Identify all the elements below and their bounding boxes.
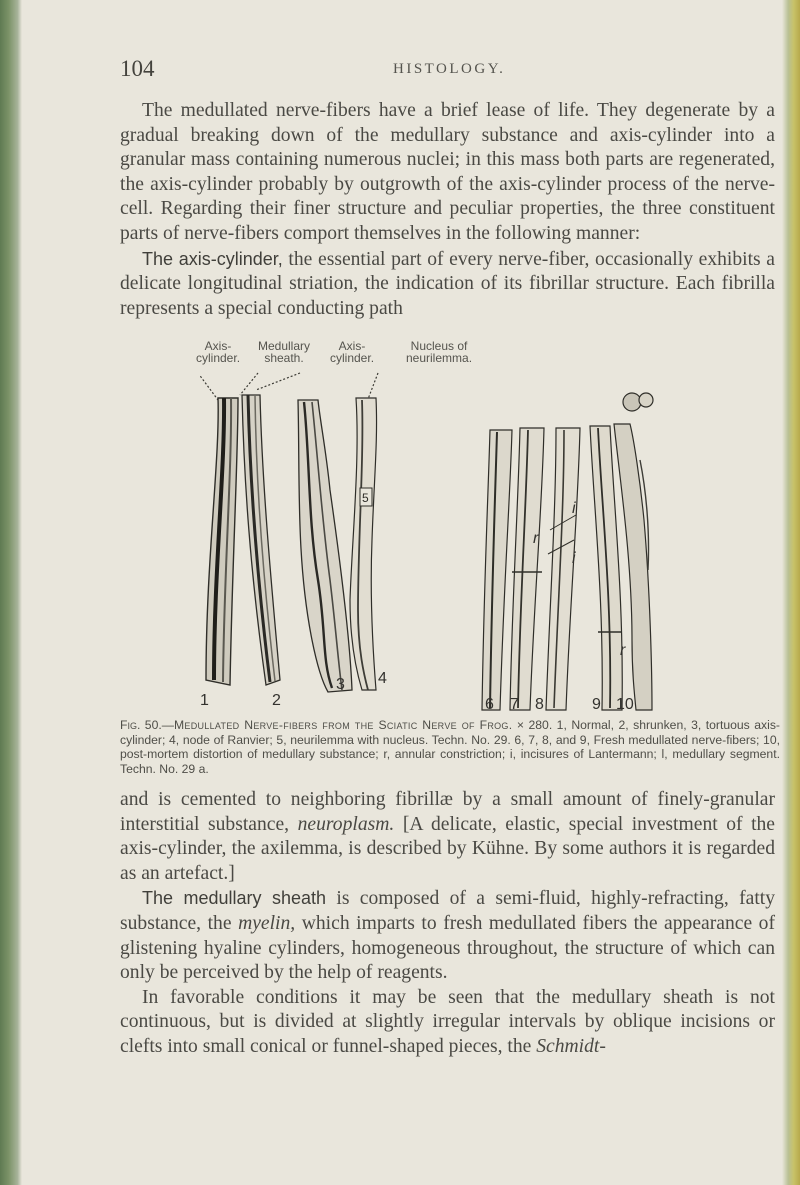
node-label-5: 5 <box>362 491 369 505</box>
label-i-upper: i <box>572 500 576 517</box>
fiber-number-2: 2 <box>272 692 281 709</box>
fiber-8-fresh <box>546 428 580 710</box>
book-binding-right-edge <box>782 0 800 1185</box>
caption-title: Medullated Nerve-fibers from the Sciatic Nerve of Frog. <box>173 718 513 732</box>
fiber-4-5-node-neurilemma <box>350 398 377 690</box>
nerve-fiber-illustration <box>200 340 720 718</box>
label-medullary-sheath: Medullary sheath. <box>258 339 311 365</box>
fiber-number-3: 3 <box>336 676 345 693</box>
label-axis-cylinder-left: Axis- cylinder. <box>196 339 241 365</box>
paragraph-medullary-sheath: The medullary sheath is composed of a semi-fluid, highly-refracting, fatty substance, the myelin, which imparts to fresh medullated fibers the appearance of glistening hyaline cylinders, homogeneous throughout, the structure of which can only be perceived by the help of reagents. <box>120 888 776 984</box>
fiber-7-fresh <box>510 428 544 710</box>
fiber-number-10: 10 <box>616 696 634 713</box>
leader-line <box>200 373 218 400</box>
term-neuroplasm: neuroplasm. <box>297 813 395 835</box>
fiber-1-normal <box>206 398 238 685</box>
paragraph-incisions: In favorable conditions it may be seen that the medullary sheath is not continuous, but is divided at slightly irregular intervals by oblique incisions or clefts into small conical or funnel-shaped pieces, the Schmidt- <box>120 986 775 1057</box>
caption-figure-label: Fig. 50. <box>120 718 162 732</box>
leader-line <box>240 373 258 395</box>
fiber-number-1: 1 <box>200 692 209 709</box>
term-schmidt: Schmidt- <box>536 1035 606 1057</box>
fiber-6-fresh <box>482 430 512 710</box>
fiber-9-fresh <box>590 426 622 710</box>
label-nucleus-of-neurilemma: Nucleus of neurilemma. <box>406 339 473 365</box>
fiber-number-4: 4 <box>378 670 387 687</box>
caption-text: × 280. 1, Normal, 2, shrunken, 3, tortuous axis-cylinder; 4, node of Ranvier; 5, neurilemma with nucleus. Techn. No. 29. 6, 7, 8, and 9, Fresh medullated nerve-fibers; 10, post-mortem distortion of medullary substance; r, annular constriction; i, incisures of Lantermann; l, medullary segment. Techn. No. 29 a. <box>120 718 780 776</box>
page-number: 104 <box>120 56 155 81</box>
fiber-2-shrunken <box>242 395 280 685</box>
term-axis-cylinder: The axis-cylinder, <box>142 248 283 269</box>
term-myelin: myelin, <box>238 912 296 934</box>
running-head: HISTOLOGY. <box>393 61 506 77</box>
fiber-3-tortuous <box>298 400 352 692</box>
paragraph-degeneration: The medullated nerve-fibers have a brief lease of life. They degenerate by a gradual breaking down of the medullary substance and axis-cylinder into a granular mass containing numerous nuclei; in this mass both parts are regenerated, the axis-cylinder probably by outgrowth of the axis-cylinder process of the nerve-cell. Regarding their finer structure and peculiar properties, the three constituent parts of nerve-fibers comport themselves in the following manner: <box>120 100 775 244</box>
label-r-left: r <box>533 530 539 547</box>
fiber-number-8: 8 <box>535 696 544 713</box>
label-i-lower: i <box>572 550 576 567</box>
body-text-top <box>120 99 775 321</box>
leader-line <box>256 373 300 390</box>
paragraph-neuroplasm: and is cemented to neighboring fibrillæ by a small amount of finely-granular interstitial substance, neuroplasm. [A delicate, elastic, special investment of the axis-cylinder, the axilemma, is described by Kühne. By some authors it is regarded as an artefact.] <box>120 789 776 884</box>
fiber-number-9: 9 <box>592 696 601 713</box>
label-axis-cylinder-right: Axis- cylinder. <box>330 339 375 365</box>
paragraph-axis-cylinder <box>120 247 775 322</box>
term-medullary-sheath: The medullary sheath <box>142 888 327 909</box>
label-r-right: r <box>620 642 626 659</box>
fiber-number-7: 7 <box>510 696 519 713</box>
book-binding-left-edge <box>0 0 22 1185</box>
body-text-bottom <box>120 788 775 1060</box>
axis-cylinder-text: the essential part of every nerve-fiber, occasionally exhibits a delicate longitudinal striation, the indication of its fibrillar structure. Each fibrilla represents a special conducting path <box>120 248 775 319</box>
figure-nerve-fibers <box>196 339 720 718</box>
figure-caption: Fig. 50.—Medullated Nerve-fibers from the Sciatic Nerve of Frog. × 280. 1, Normal, 2, shrunken, 3, tortuous axis-cylinder; 4, node of Ranvier; 5, neurilemma with nucleus. Techn. No. 29. 6, 7, 8, and 9, Fresh medullated nerve-fibers; 10, post-mortem distortion of medullary substance; r, annular constriction; i, incisures of Lantermann; l, medullary segment. Techn. No. 29 a. <box>120 718 780 776</box>
fiber-number-6: 6 <box>485 696 494 713</box>
